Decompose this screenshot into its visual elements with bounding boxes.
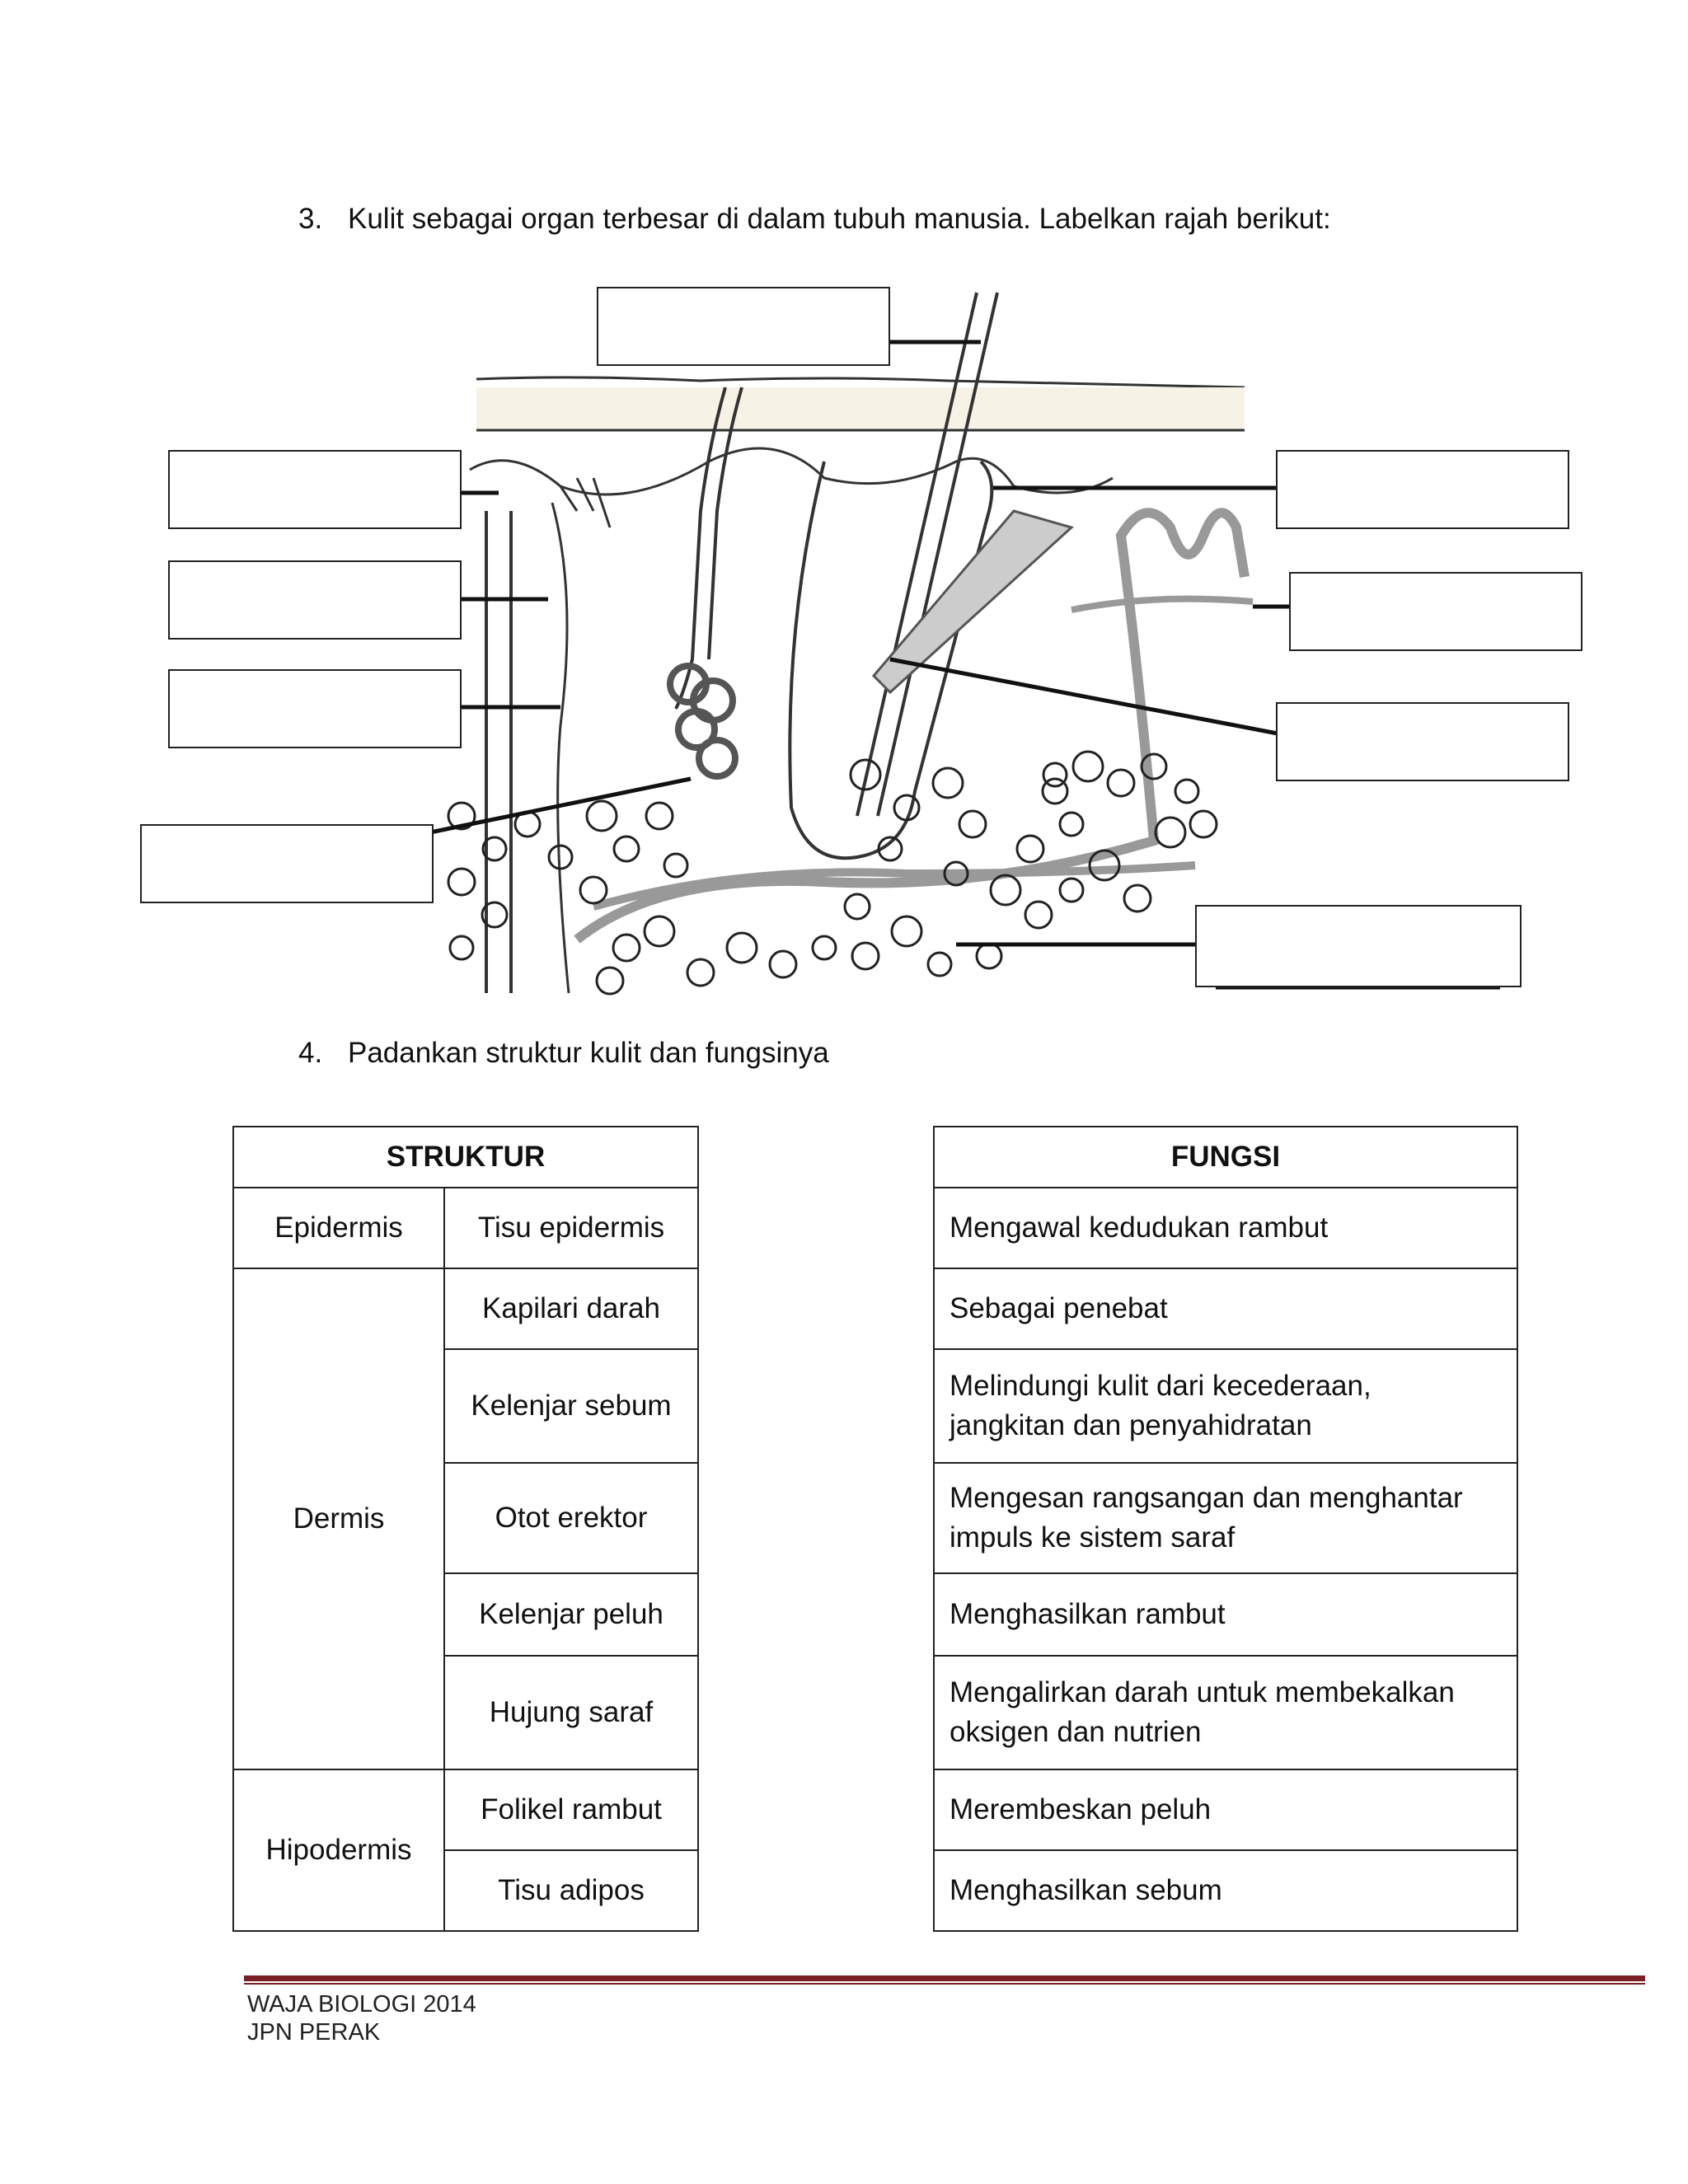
structure-header: STRUKTUR: [233, 1127, 698, 1188]
structure-cell: Folikel rambut: [444, 1769, 698, 1850]
sweat-coil-4: [699, 740, 735, 776]
layer-cell: Hipodermis: [233, 1769, 444, 1931]
function-cell: Menghasilkan sebum: [934, 1850, 1517, 1931]
footer-rule: [244, 1975, 1645, 1981]
nerve-fibre: [552, 503, 569, 993]
function-cell: Sebagai penebat: [934, 1268, 1517, 1349]
function-cell: Mengawal kedudukan rambut: [934, 1188, 1517, 1268]
footer-rule-thin: [244, 1983, 1645, 1985]
function-cell: Melindungi kulit dari kecederaan, jangkitan dan penyahidratan: [934, 1349, 1517, 1463]
label-box-right-2[interactable]: [1289, 572, 1582, 651]
label-box-left-1[interactable]: [168, 450, 462, 529]
label-box-right-3[interactable]: [1276, 702, 1569, 781]
function-table: [933, 1126, 1518, 1932]
capillary: [1071, 599, 1253, 610]
structure-table: [232, 1126, 699, 1932]
label-box-left-4[interactable]: [140, 824, 434, 903]
structure-cell: Tisu epidermis: [444, 1188, 698, 1268]
function-cell: Mengalirkan darah untuk membekalkan oksigen dan nutrien: [934, 1656, 1517, 1769]
question-4: [298, 1037, 829, 1070]
label-box-left-3[interactable]: [168, 669, 462, 748]
structure-cell: Kapilari darah: [444, 1268, 698, 1349]
footer-line-2: JPN PERAK: [247, 2019, 381, 2046]
structure-cell: Kelenjar peluh: [444, 1573, 698, 1656]
question-number: 4.: [298, 1037, 323, 1069]
layer-cell: Epidermis: [233, 1188, 444, 1268]
footer-line-1: WAJA BIOLOGI 2014: [247, 1991, 476, 2018]
structure-cell: Otot erektor: [444, 1463, 698, 1573]
function-cell: Merembeskan peluh: [934, 1769, 1517, 1850]
function-cell: Menghasilkan rambut: [934, 1573, 1517, 1656]
function-header: FUNGSI: [934, 1127, 1517, 1188]
layer-cell: Dermis: [233, 1268, 444, 1769]
label-box-right-1[interactable]: [1276, 450, 1569, 529]
label-box-right-4[interactable]: [1195, 905, 1522, 987]
label-box-left-2[interactable]: [168, 560, 462, 640]
question-text: Kulit sebagai organ terbesar di dalam tubuh manusia. Labelkan rajah berikut:: [348, 203, 1331, 235]
structure-cell: Hujung saraf: [444, 1656, 698, 1769]
skin-surface-line: [476, 377, 1245, 387]
label-box-top[interactable]: [597, 287, 890, 366]
stratum-corneum: [476, 387, 1245, 430]
structure-cell: Kelenjar sebum: [444, 1349, 698, 1463]
function-cell: Mengesan rangsangan dan menghantar impuls ke sistem saraf: [934, 1463, 1517, 1573]
question-number: 3.: [298, 203, 323, 235]
structure-cell: Tisu adipos: [444, 1850, 698, 1931]
nerve-endings: [560, 478, 610, 527]
arrector-muscle: [874, 511, 1071, 692]
sweat-duct: [676, 387, 725, 709]
hair-shaft: [857, 293, 977, 816]
question-text: Padankan struktur kulit dan fungsinya: [348, 1037, 829, 1069]
